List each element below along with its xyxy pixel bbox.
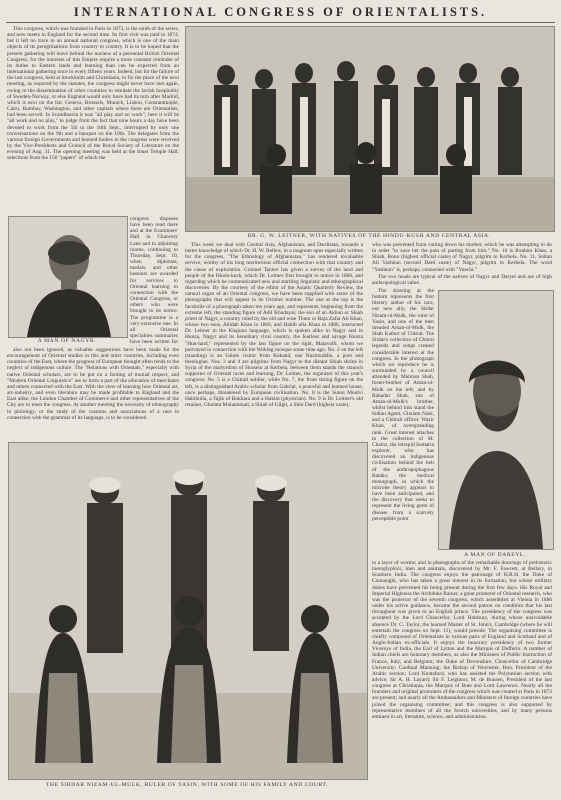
right-narrow-text: The drawing at the bottom represents the first literary author of his race, our new ally, the Sirdar Nizam-ul-Mulk, the ruler of Yasin, and one of the men dreaded Aman-ul-Mulk, the Shah Kathor of Chitral. The Sirdar's collection of Chitral legends and songs created considerable interest at the congress. In the photograph which we reproduce he is surrounded by a council attended by Maimun Shah, foster-brother of Aman-ul-Mulk on the left, and by Bahadur Shah, son of Aman-ul-Mulk's brother, whilst behind him stand the Indian Agent, Ghulam Nabi, and a Chitrali officer. Wazir Khan, of overspreading rank. Great interest attaches to the collection of M. Chaloz, the intrepid Sumatra explorer, who has discovered an indigenous civilisation behind the belt of the anthropophagous Bataks; the medical monograph, in which the microbe theory appears to have been anticipated, and the discovery that seeks to represent the living germ of disease from a scarcely perceptible point — [372, 288, 434, 522]
middle-text: This week we deal with Central Asia, Afghanistan, and Dardistan, towards a better knowledge of which Dr. H. W. Bellew, in a magnum opus especially written for the congress, "The Ethnology of Afghanistan," has rendered invaluable service, worthy of his long meritorious official connection with that country and the cause of exploration. Colonel Tanner has given a survey of the land and people of the Hindu-kush, which Dr. Leitner first brought to notice in 1866, and regarding which he communicated new and startling linguistic and ethnographical discoveries. By the courtesy of the editor of the Asiatic Quarterly Review, the natural organ of an Oriental congress, we have been supplied with some of the photographs that will appear in its October number. The one at the top is the facsimile of a photograph taken ten years ago, and represents, beginning from the extreme left, the standing figure of Adil Khudayar, the son of an Akhun or Shiah priest of Nagyr, a country ruled by the old and wise Thum or Raja Zafar Ali Khan, whose two sons, Abidah Khan in 1866, and Habib ulla Khan in 1886, instructed Dr. Leitner in the Khajuna language, which is spoken alike in Nagyr and in Hunza, Nagyr and its hereditary rival country, the fearless and savage Hunza "Hun-land," represented by the last figure on the right, Matavulli, whom we portrayed in connection with the Woking mosque some time ago. No. 2 on the left (standing) is an Usbek visitor from Kokand, one Nazimuddin, a poet and theologian. Nos. 3 and 4 are pilgrims from Nagyr to the distant Shiah shrine in Syria of the martyrdom of Hussein at Kerbela, between them stands the staunch supporter of Oriental races and learning, Dr. Leitner, the organiser of this year's congress; No. 5 is a Chitrali soldier, while No. 7, the front sitting figure on the left, is a distinguished Arabic scholar from Gabrial, a peaceful and learned house, once perhaps, threatened by European civilisation. No. 8 is the Sunni Moulvi Habibulla, a Tajik of Bukhara and a Hakim (physician). No. 9 is Dr. Leitner's old retainer, Ghulam Muhammad, a Shiah of Gilgit, a Shin Dard (highest caste), — [185, 242, 363, 409]
right-second-text: The two heads are typical of the natives of Nagyr and Daryel and are of high anthropological value. — [372, 274, 552, 287]
right-column-top — [372, 242, 552, 274]
photo-man-of-nagyr — [8, 216, 128, 338]
caption-leitner: DR. G. W. LEITNER, WITH NATIVES OF THE HINDU-KUSH AND CENTRAL ASIA. — [247, 233, 491, 239]
right-column-second — [372, 274, 552, 287]
caption-court: THE SIRDAR NIZAM-UL-MULK, RULER OF YASIN, WITH SOME OF HIS FAMILY AND COURT. — [45, 782, 329, 788]
title-rule — [6, 22, 555, 23]
right-bottom-text: to a layer of worms; and in photographs of the remarkable drawings of prehistoric hieroglyphics, men and animals, discovered by Mr. F. Fawcett, at Bellary, in Southern India. The congress enjoys the patronage of H.R.H. the Duke of Connaught, who has taken a great interest in its formation, but whose military duties have prevented his being present during the first few days. His Royal and Imperial Highness the Archduke Rainer, a great promoter of Oriental research, who was the protector of the seventh congress, which assembled at Vienna in 1886 under his active guidance, became the second patron on condition that his last throughout was given to an English prince. The presidency of the congress was accepted by the Lord Chancellor, Lord Halsbury, during whose unavoidable absence Dr. C. Taylor, the learned Master of St. John's, Cambridge (where he will entertain the congress on Sept. 11), would preside. The organising committee is chiefly composed of Orientalists in various parts of England and Scotland and of Anglo-Indian ex-officials. It enjoys the honorary presidency of two former Viceroys of India, the Earl of Lytton and the Marquis of Dufferin. A number of Indian chiefs are honorary members, as also the Ministers of Public Instruction of France, Italy, and Belgium; the Duke of Devonshire, Chancellor of Cambridge University; Cardinal Manning; the Bishop of Worcester, Hon. President of the Arabic section; Lord Knutsford, who has assisted the Polynesian section with advice; Sir A. H. Layard; Sir F. Leighton; M. de Bunsen, President of the last congress at Christiania, the Marquis of Bute and Lord Lawrence. Nearly all the founders and original promoters of the congress which was created at Paris in 1873 are present; and nearly all the Ambassadors and Ministers of foreign countries have joined the organising committee; and this congress is also supported by representative members of all the Scotch universities, and by many persons eminent in art, literature, science, and administration. — [372, 560, 552, 720]
right-top-text: who was prevented from cutting down his mother, which he was attempting to do in order "to save her the pain of parting from him." No. 10 is Ibrahim Khan, a Shiah, Rono (highest official caste) of Nagyr, pilgrim to Kerbela. No. 11, Sultan Ali Yashkun (second Dard caste) of Nagyr, pilgrim to Kerbela. The word "Yashkun" is, perhaps, connected with "Yuechi." — [372, 242, 552, 273]
photo-sirdar-court — [8, 442, 368, 780]
caption-nagyr: A MAN OF NAGYR. — [37, 338, 97, 344]
left-column-narrow — [130, 216, 178, 346]
right-column-narrow — [372, 288, 434, 550]
left-bottom-text: also not been ignored, as valuable suggestions have been made for the encouragement of Oriental studies in this and other countries, including even countries of the East, where the progress of European thought often tends to the neglect of indigenous culture. The "Relations with Orientals," especially with native Oriental scholars, are to be put on a footing of mutual respect, and "Modern Oriental Linguistics" are to form a part of the education of merchants and others connected with the East. With the view of learning how Oriental art, art-industry, and even literature may be made profitable to England and the East alike, the London Chamber of Commerce and other representatives of the City are to meet the congress. At another meeting the necessity of ethnography in philology, or the study of the customs and associations of a race in connection with the grammar of its language, is to be considered. — [7, 347, 179, 421]
middle-column — [185, 242, 363, 438]
left-column-top — [7, 26, 179, 215]
photo-leitner-group — [185, 26, 555, 232]
caption-dareyl: A MAN OF DAREYL. — [464, 552, 526, 558]
left-column-bottom — [7, 347, 179, 438]
right-column-bottom — [372, 560, 552, 795]
article-title: INTERNATIONAL CONGRESS OF ORIENTALISTS. — [73, 5, 488, 19]
photo-man-of-dareyl — [438, 290, 554, 550]
left-narrow-text: congress disposes have been read there and at the Examiners' Hall in Chancery Lane and in adjoining rooms, continuing to Thursday, Sept. 10, when diplomas, medals, and other honours are awarded for services to Oriental learning in connection with the Oriental Congress, or others who were brought to its notice. The programme is a very extensive one. In all Oriental specialties summaries have been written for — [130, 216, 178, 346]
left-top-text: This congress, which was founded in Paris in 1873, is the ninth of the series, and now meets in England for the second time. Its first visit was paid in 1874, but it left no trace in an annual national congress, which is one of the main objects of its peregrinations from country to country. It is to be hoped that the present gathering will leave behind the nucleus of a perennial British Oriental Congress, for the interests of this Empire require a more constant reminder of its duties to Eastern lands and learning than can be expected from an international gathering once in every fifteen years. Indeed, but for the failure of the last congress, held at Stockholm and Christiania, to fix the place of the next meeting, as required by the statutes, the congress might never have met again, owing to the dissemination of other countries to emulate the lavish hospitality of Sweden-Norway, or else England would only have had its turn after Madrid, which is next on the list. Geneva, Brussels, Munich, Lisbon, Constantinople, Cairo, Bombay, Washington, and other capitals where there are Orientalists, had been served. In Scandinavia it was "all play and no work"; here it will be "all work and no play," to judge from the fact that nine hours a day have been devoted to work from the 5th to the 10th Sept., interrupted by only one conversazione on the 9th and a banquet on the 10th. The delegates from the various foreign Governments and learned bodies in the congress were received by the Vice-Presidents and Council of the Royal Society of Literature on the evening of Aug. 31. The opening meeting was held at the Inner Temple Hall; selections from the 150 "papers" of which the — [7, 26, 179, 162]
